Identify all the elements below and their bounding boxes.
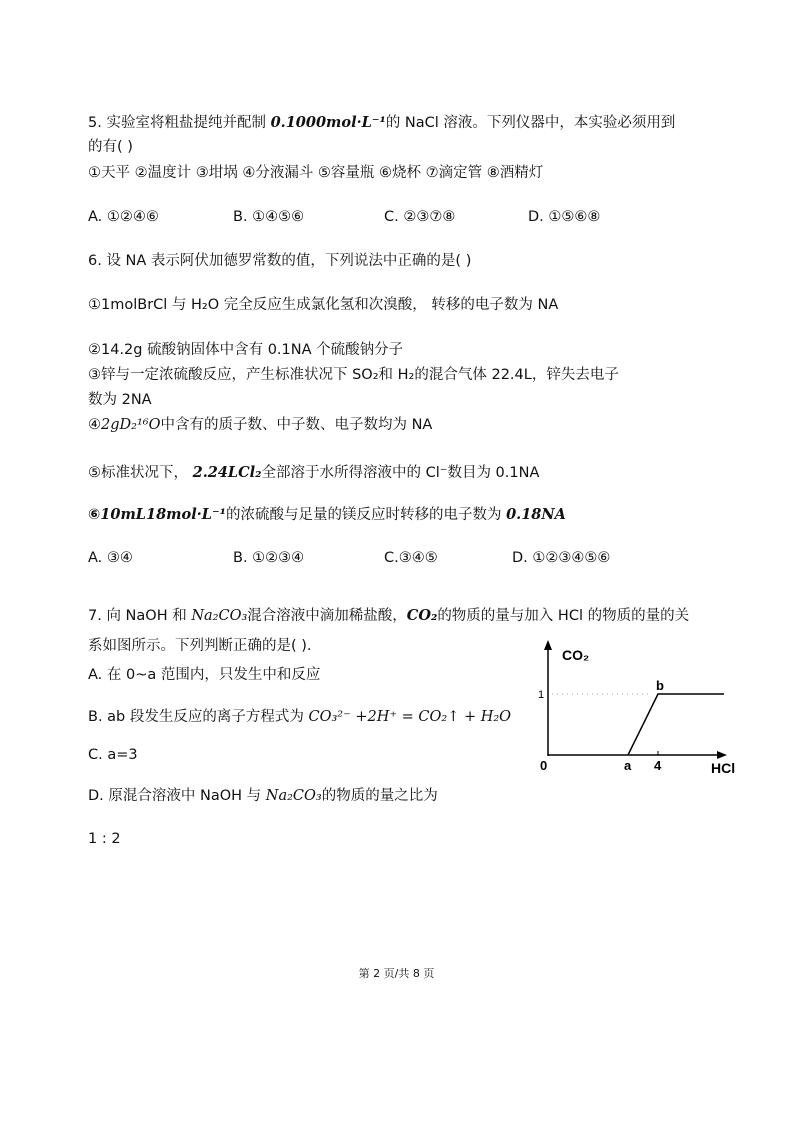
page-footer: 第 2 页/共 8 页 [358, 967, 435, 980]
q6-option-c: C.③④⑤ [384, 550, 438, 566]
q5-concentration-formula: 0.1000mol·L⁻¹ [270, 114, 386, 131]
q7-d-formula: Na₂CO₃ [265, 788, 322, 804]
q6-statement-1: ①1molBrCl 与 H₂O 完全反应生成氯化氢和次溴酸， 转移的电子数为 NA [88, 297, 559, 313]
q7-line2: 系如图所示。下列判断正确的是( ). [88, 638, 312, 654]
q7-co2-formula: CO₂ [406, 607, 438, 624]
q5-instrument-list: ①天平 ②温度计 ③坩埚 ④分液漏斗 ⑤容量瓶 ⑥烧杯 ⑦滴定管 ⑧酒精灯 [88, 165, 544, 181]
q5-line2: 的有( ) [88, 139, 133, 155]
q6-cl2-formula: 2.24LCl₂ [192, 464, 262, 481]
q7-ionic-equation: CO₃²⁻ +2H⁺ = CO₂↑ + H₂O [308, 709, 512, 725]
q6-statement-5: ⑤标准状况下， 2.24LCl₂全部溶于水所得溶液中的 Cl⁻数目为 0.1NA [88, 464, 540, 481]
graph-y-tick-label: 1 [538, 689, 545, 701]
q7-option-a: A. 在 0~a 范围内，只发生中和反应 [88, 667, 321, 683]
q7-option-b: B. ab 段发生反应的离子方程式为 CO₃²⁻ +2H⁺ = CO₂↑ + H₂O [88, 709, 512, 725]
q7-option-c: C. a=3 [88, 747, 138, 763]
q6-option-b: B. ①②③④ [233, 550, 305, 566]
q5-option-b: B. ①④⑤⑥ [233, 209, 305, 225]
q6-electrons-formula: 0.18NA [506, 506, 566, 523]
q6-option-d: D. ①②③④⑤⑥ [512, 550, 611, 566]
graph-x-label: HCl [711, 760, 736, 776]
graph-x-arrow [717, 751, 727, 759]
graph-point-a-label: a [624, 758, 632, 773]
q7-na2co3-formula: Na₂CO₃ [191, 608, 248, 624]
co2-hcl-graph [530, 638, 745, 778]
graph-y-arrow [544, 640, 552, 650]
q6-statement-4: ④2gD₂¹⁶O中含有的质子数、中子数、电子数均为 NA [88, 417, 433, 433]
q6-statement-2: ②14.2g 硫酸钠固体中含有 0.1NA 个硫酸钠分子 [88, 342, 404, 358]
graph-curve [628, 694, 724, 755]
q7-option-d-answer: 1 : 2 [88, 831, 121, 847]
q6-d2o-formula: 2gD₂¹⁶O [101, 417, 161, 433]
q7-option-d: D. 原混合溶液中 NaOH 与 Na₂CO₃的物质的量之比为 [88, 788, 438, 804]
q7-line1: 7. 向 NaOH 和 Na₂CO₃混合溶液中滴加稀盐酸，CO₂的物质的量与加入 HCl 的物质的量的关 [88, 607, 690, 624]
graph-y-label: CO₂ [562, 647, 590, 663]
q6-statement-3b: 数为 2NA [88, 392, 152, 408]
q5-option-a: A. ①②④⑥ [88, 209, 159, 225]
q6-stem: 6. 设 NA 表示阿伏加德罗常数的值，下列说法中正确的是( ) [88, 253, 472, 269]
graph-point-b-label: b [656, 678, 664, 693]
q6-statement-3a: ③锌与一定浓硫酸反应，产生标准状况下 SO₂和 H₂的混合气体 22.4L，锌失去电子 [88, 367, 619, 383]
q6-sulfuric-formula: 10mL18mol·L⁻¹ [100, 506, 226, 523]
q5-option-c: C. ②③⑦⑧ [384, 209, 456, 225]
q6-statement-6: ⑥10mL18mol·L⁻¹的浓硫酸与足量的镁反应时转移的电子数为 0.18NA [88, 506, 566, 523]
graph-origin-label: 0 [540, 758, 548, 773]
q5-line1: 5. 实验室将粗盐提纯并配制 0.1000mol·L⁻¹的 NaCl 溶液。下列仪器中，本实验必须用到 [88, 114, 676, 131]
q5-option-d: D. ①⑤⑥⑧ [528, 209, 601, 225]
graph-tick-4-label: 4 [654, 758, 662, 773]
q6-option-a: A. ③④ [88, 550, 133, 566]
